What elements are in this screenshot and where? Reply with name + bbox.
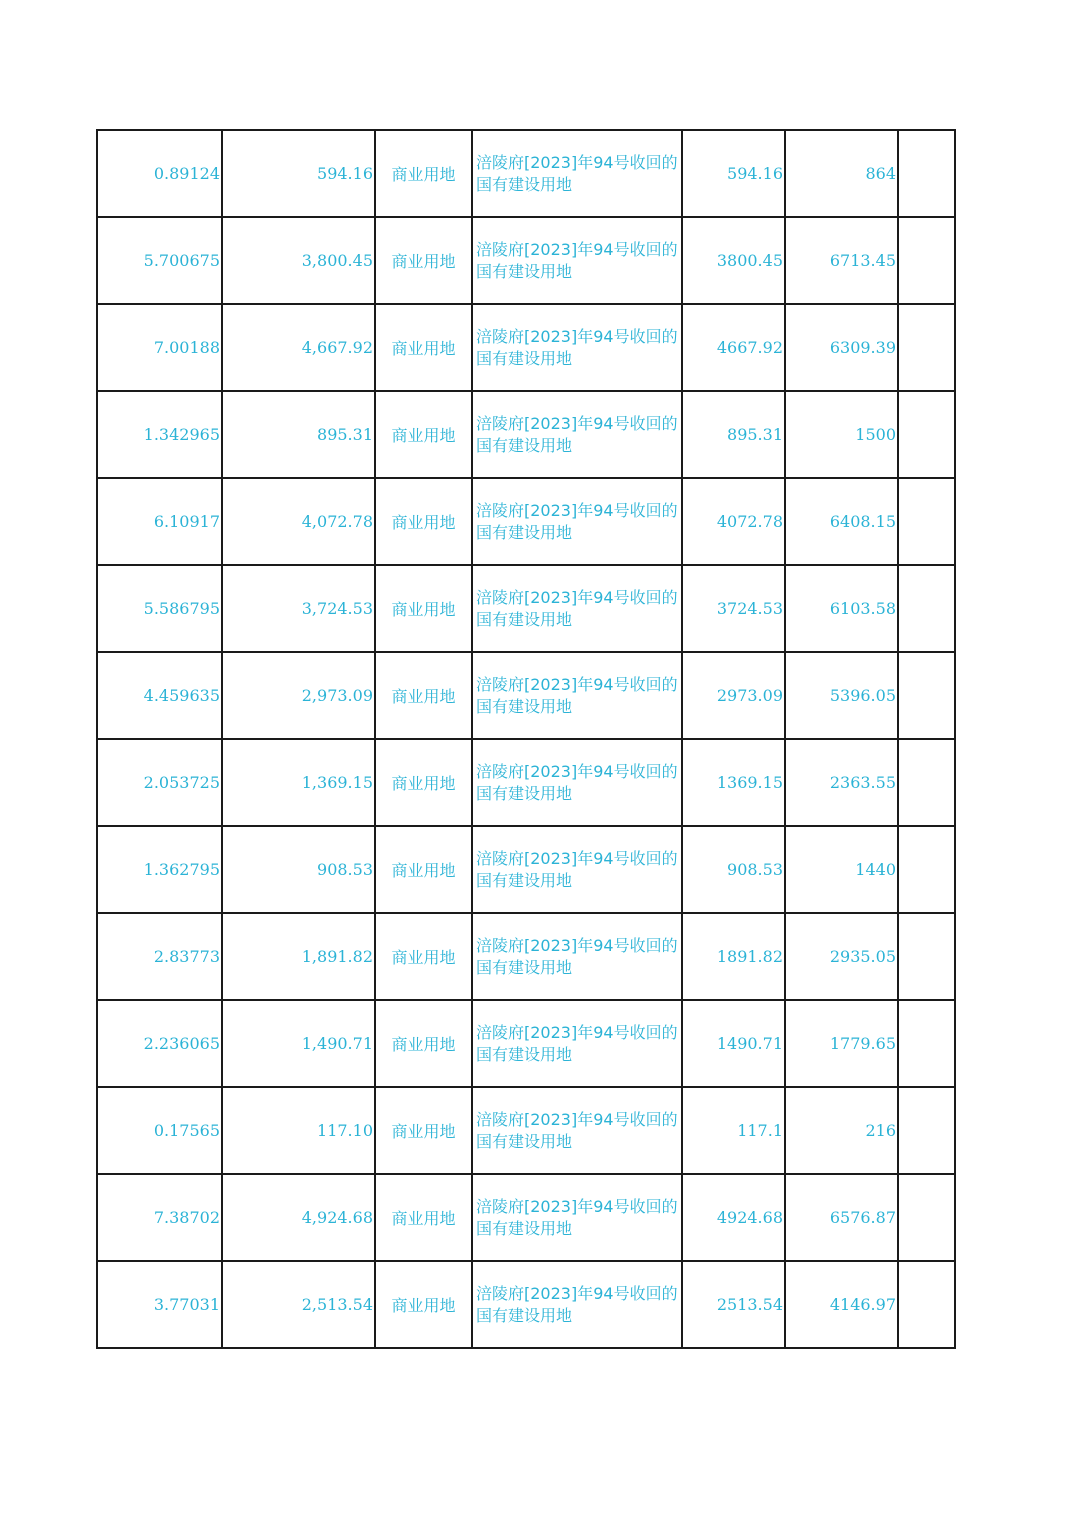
land-use-cell: 商业用地 bbox=[375, 565, 472, 652]
ratio-cell: 7.00188 bbox=[97, 304, 222, 391]
land-use-cell: 商业用地 bbox=[375, 478, 472, 565]
table-row bbox=[97, 1261, 955, 1348]
note-cell bbox=[898, 1087, 955, 1174]
document-cell: 涪陵府[2023]年94号收回的国有建设用地 bbox=[472, 565, 682, 652]
area-cell: 895.31 bbox=[682, 391, 785, 478]
document-cell: 涪陵府[2023]年94号收回的国有建设用地 bbox=[472, 304, 682, 391]
area-cell: 1891.82 bbox=[682, 913, 785, 1000]
document-cell: 涪陵府[2023]年94号收回的国有建设用地 bbox=[472, 1261, 682, 1348]
amount-cell: 2935.05 bbox=[785, 913, 898, 1000]
ratio-cell: 5.700675 bbox=[97, 217, 222, 304]
area-formatted-cell: 1,490.71 bbox=[222, 1000, 375, 1087]
document-cell: 涪陵府[2023]年94号收回的国有建设用地 bbox=[472, 130, 682, 217]
note-cell bbox=[898, 913, 955, 1000]
amount-cell: 1440 bbox=[785, 826, 898, 913]
area-formatted-cell: 4,924.68 bbox=[222, 1174, 375, 1261]
document-cell: 涪陵府[2023]年94号收回的国有建设用地 bbox=[472, 1087, 682, 1174]
area-formatted-cell: 1,369.15 bbox=[222, 739, 375, 826]
land-use-cell: 商业用地 bbox=[375, 391, 472, 478]
amount-cell: 6103.58 bbox=[785, 565, 898, 652]
ratio-cell: 6.10917 bbox=[97, 478, 222, 565]
note-cell bbox=[898, 130, 955, 217]
ratio-cell: 2.053725 bbox=[97, 739, 222, 826]
document-cell: 涪陵府[2023]年94号收回的国有建设用地 bbox=[472, 826, 682, 913]
document-cell: 涪陵府[2023]年94号收回的国有建设用地 bbox=[472, 913, 682, 1000]
ratio-cell: 1.362795 bbox=[97, 826, 222, 913]
area-cell: 3724.53 bbox=[682, 565, 785, 652]
table-row bbox=[97, 478, 955, 565]
table-body bbox=[97, 130, 955, 1348]
area-cell: 3800.45 bbox=[682, 217, 785, 304]
area-formatted-cell: 3,724.53 bbox=[222, 565, 375, 652]
ratio-cell: 0.89124 bbox=[97, 130, 222, 217]
note-cell bbox=[898, 826, 955, 913]
ratio-cell: 2.236065 bbox=[97, 1000, 222, 1087]
table-row bbox=[97, 391, 955, 478]
land-use-cell: 商业用地 bbox=[375, 1087, 472, 1174]
ratio-cell: 0.17565 bbox=[97, 1087, 222, 1174]
table-row bbox=[97, 1087, 955, 1174]
document-cell: 涪陵府[2023]年94号收回的国有建设用地 bbox=[472, 1000, 682, 1087]
table-row bbox=[97, 913, 955, 1000]
document-cell: 涪陵府[2023]年94号收回的国有建设用地 bbox=[472, 217, 682, 304]
area-formatted-cell: 4,667.92 bbox=[222, 304, 375, 391]
amount-cell: 864 bbox=[785, 130, 898, 217]
area-cell: 4072.78 bbox=[682, 478, 785, 565]
amount-cell: 6309.39 bbox=[785, 304, 898, 391]
land-use-cell: 商业用地 bbox=[375, 1261, 472, 1348]
amount-cell: 4146.97 bbox=[785, 1261, 898, 1348]
ratio-cell: 3.77031 bbox=[97, 1261, 222, 1348]
table-row bbox=[97, 826, 955, 913]
land-use-cell: 商业用地 bbox=[375, 739, 472, 826]
area-formatted-cell: 908.53 bbox=[222, 826, 375, 913]
land-use-cell: 商业用地 bbox=[375, 913, 472, 1000]
document-cell: 涪陵府[2023]年94号收回的国有建设用地 bbox=[472, 391, 682, 478]
amount-cell: 1500 bbox=[785, 391, 898, 478]
note-cell bbox=[898, 1261, 955, 1348]
note-cell bbox=[898, 652, 955, 739]
land-use-cell: 商业用地 bbox=[375, 1174, 472, 1261]
ratio-cell: 4.459635 bbox=[97, 652, 222, 739]
table-row bbox=[97, 217, 955, 304]
area-cell: 1490.71 bbox=[682, 1000, 785, 1087]
area-cell: 594.16 bbox=[682, 130, 785, 217]
amount-cell: 2363.55 bbox=[785, 739, 898, 826]
area-formatted-cell: 2,513.54 bbox=[222, 1261, 375, 1348]
land-use-cell: 商业用地 bbox=[375, 1000, 472, 1087]
amount-cell: 216 bbox=[785, 1087, 898, 1174]
table-row bbox=[97, 1174, 955, 1261]
land-table bbox=[96, 129, 956, 1349]
area-cell: 1369.15 bbox=[682, 739, 785, 826]
ratio-cell: 7.38702 bbox=[97, 1174, 222, 1261]
land-use-cell: 商业用地 bbox=[375, 130, 472, 217]
note-cell bbox=[898, 565, 955, 652]
table-row bbox=[97, 739, 955, 826]
table-row bbox=[97, 652, 955, 739]
area-formatted-cell: 4,072.78 bbox=[222, 478, 375, 565]
area-formatted-cell: 3,800.45 bbox=[222, 217, 375, 304]
land-use-cell: 商业用地 bbox=[375, 217, 472, 304]
note-cell bbox=[898, 1000, 955, 1087]
area-formatted-cell: 2,973.09 bbox=[222, 652, 375, 739]
document-cell: 涪陵府[2023]年94号收回的国有建设用地 bbox=[472, 739, 682, 826]
area-cell: 2973.09 bbox=[682, 652, 785, 739]
ratio-cell: 1.342965 bbox=[97, 391, 222, 478]
area-formatted-cell: 1,891.82 bbox=[222, 913, 375, 1000]
note-cell bbox=[898, 304, 955, 391]
table-row bbox=[97, 565, 955, 652]
table-row bbox=[97, 1000, 955, 1087]
table-row bbox=[97, 130, 955, 217]
document-cell: 涪陵府[2023]年94号收回的国有建设用地 bbox=[472, 478, 682, 565]
area-cell: 4667.92 bbox=[682, 304, 785, 391]
amount-cell: 6408.15 bbox=[785, 478, 898, 565]
amount-cell: 5396.05 bbox=[785, 652, 898, 739]
land-use-cell: 商业用地 bbox=[375, 652, 472, 739]
note-cell bbox=[898, 1174, 955, 1261]
note-cell bbox=[898, 739, 955, 826]
area-cell: 4924.68 bbox=[682, 1174, 785, 1261]
ratio-cell: 2.83773 bbox=[97, 913, 222, 1000]
area-cell: 117.1 bbox=[682, 1087, 785, 1174]
note-cell bbox=[898, 391, 955, 478]
area-cell: 908.53 bbox=[682, 826, 785, 913]
land-use-cell: 商业用地 bbox=[375, 826, 472, 913]
land-use-cell: 商业用地 bbox=[375, 304, 472, 391]
area-formatted-cell: 117.10 bbox=[222, 1087, 375, 1174]
area-cell: 2513.54 bbox=[682, 1261, 785, 1348]
document-cell: 涪陵府[2023]年94号收回的国有建设用地 bbox=[472, 1174, 682, 1261]
document-cell: 涪陵府[2023]年94号收回的国有建设用地 bbox=[472, 652, 682, 739]
note-cell bbox=[898, 217, 955, 304]
amount-cell: 6713.45 bbox=[785, 217, 898, 304]
area-formatted-cell: 594.16 bbox=[222, 130, 375, 217]
amount-cell: 6576.87 bbox=[785, 1174, 898, 1261]
amount-cell: 1779.65 bbox=[785, 1000, 898, 1087]
ratio-cell: 5.586795 bbox=[97, 565, 222, 652]
table-row bbox=[97, 304, 955, 391]
area-formatted-cell: 895.31 bbox=[222, 391, 375, 478]
note-cell bbox=[898, 478, 955, 565]
